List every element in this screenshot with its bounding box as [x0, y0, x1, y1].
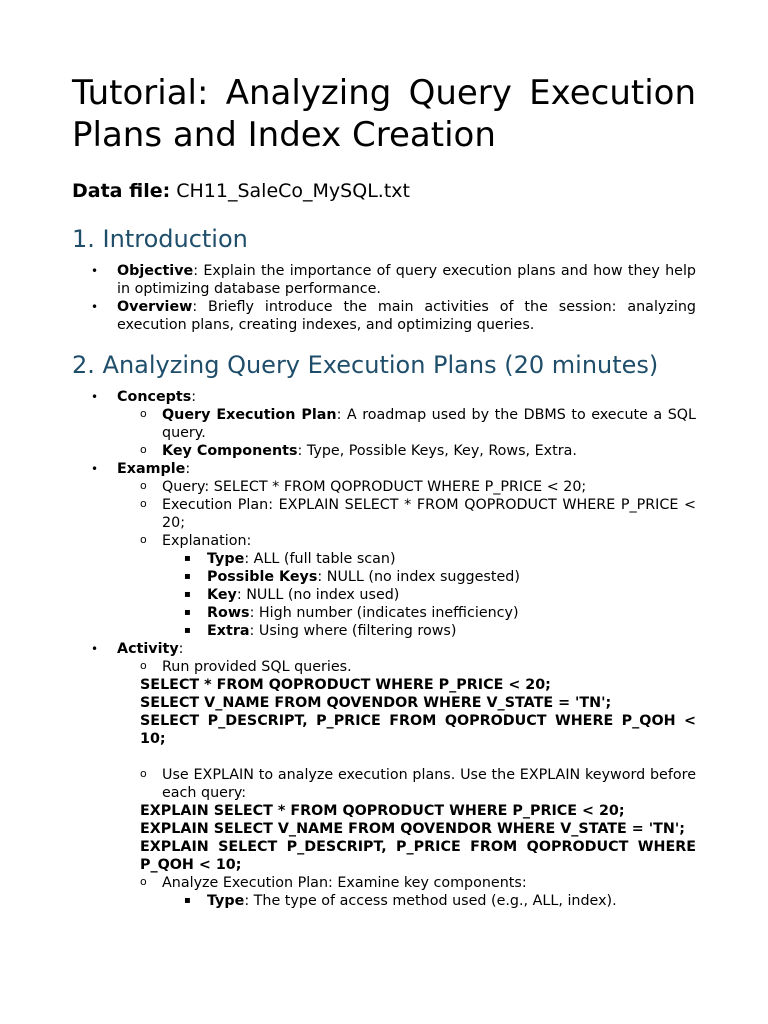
- item-label: Objective: [117, 263, 194, 279]
- list-item: [72, 298, 696, 334]
- item-label: Query Execution Plan: [162, 407, 337, 423]
- concepts-sublist: [117, 406, 696, 460]
- activity-sublist: [117, 658, 696, 676]
- item-text: : Type, Possible Keys, Key, Rows, Extra.: [297, 443, 577, 459]
- activity-label: Activity: [117, 641, 179, 657]
- analyze-step-text: Analyze Execution Plan: Examine key components:: [162, 875, 527, 891]
- example-query: o Query: SELECT * FROM QOPRODUCT WHERE P_PRICE < 20;: [117, 478, 696, 496]
- explain-query-line: EXPLAIN SELECT V_NAME FROM QOVENDOR WHERE V_STATE = 'TN';: [140, 821, 685, 837]
- list-item: [72, 262, 696, 298]
- item-label: Type: [207, 551, 245, 567]
- item-label: Extra: [207, 623, 250, 639]
- item-text: : Briefly introduce the main activities of the session: analyzing execution plans, creating indexes, and optimizing queries.: [117, 299, 696, 333]
- analyze-sublist: [162, 892, 696, 910]
- item-text: : ALL (full table scan): [244, 551, 396, 567]
- item-text: : The type of access method used (e.g., ALL, index).: [244, 893, 617, 909]
- activity-item: [72, 640, 696, 910]
- activity-step-run-queries: o Run provided SQL queries.: [117, 658, 696, 676]
- list-item: [162, 568, 696, 586]
- section-heading-introduction: 1. Introduction: [72, 225, 248, 253]
- item-text: : High number (indicates inefficiency): [249, 605, 519, 621]
- item-label: Possible Keys: [207, 569, 318, 585]
- document-body: [72, 72, 696, 910]
- sql-query-line: SELECT * FROM QOPRODUCT WHERE P_PRICE < 20;: [140, 677, 551, 693]
- section-heading-analyzing-plans: 2. Analyzing Query Execution Plans (20 minutes): [72, 351, 659, 379]
- explain-query-line: EXPLAIN SELECT P_DESCRIPT, P_PRICE FROM QOPRODUCT WHERE P_QOH < 10;: [140, 839, 696, 873]
- activity-step-analyze: [117, 874, 696, 910]
- explanation-label: Explanation:: [162, 533, 252, 549]
- list-item: [162, 586, 696, 604]
- item-label: Overview: [117, 299, 193, 315]
- list-item: [162, 550, 696, 568]
- list-item: [117, 442, 696, 460]
- list-item: [162, 604, 696, 622]
- analyzing-plans-list: [72, 388, 696, 910]
- example-sublist: [117, 478, 696, 640]
- activity-sublist: [117, 874, 696, 910]
- introduction-list: [72, 262, 696, 334]
- data-file-line: [72, 178, 696, 204]
- example-label: Example: [117, 461, 186, 477]
- list-item: [117, 406, 696, 442]
- item-label: Key Components: [162, 443, 298, 459]
- concepts-item: [72, 388, 696, 460]
- sql-query-line: SELECT P_DESCRIPT, P_PRICE FROM QOPRODUCT WHERE P_QOH < 10;: [140, 713, 696, 747]
- data-file-label: Data file:: [72, 180, 171, 202]
- example-explanation: [117, 532, 696, 640]
- explain-queries-block: [140, 802, 696, 874]
- concepts-label: Concepts: [117, 389, 192, 405]
- item-label: Rows: [207, 605, 250, 621]
- item-text: : A roadmap used by the DBMS to execute a SQL query.: [162, 407, 696, 441]
- data-file-value: CH11_SaleCo_MySQL.txt: [176, 180, 410, 202]
- item-text: : NULL (no index used): [236, 587, 400, 603]
- blank-line: [117, 748, 696, 766]
- item-label: Type: [207, 893, 245, 909]
- sql-queries-block: [140, 676, 696, 748]
- list-item: [162, 622, 696, 640]
- activity-suffix: :: [178, 641, 184, 657]
- activity-sublist: [117, 766, 696, 802]
- activity-step-explain: o Use EXPLAIN to analyze execution plans. Use the EXPLAIN keyword before each query:: [117, 766, 696, 802]
- example-item: [72, 460, 696, 640]
- item-text: : Explain the importance of query execution plans and how they help in optimizing database performance.: [117, 263, 696, 297]
- example-plan: o Execution Plan: EXPLAIN SELECT * FROM QOPRODUCT WHERE P_PRICE < 20;: [117, 496, 696, 532]
- list-item: [162, 892, 696, 910]
- explanation-sublist: [162, 550, 696, 640]
- page-title: Tutorial: Analyzing Query Execution Plans and Index Creation: [72, 73, 696, 155]
- item-label: Key: [207, 587, 237, 603]
- sql-query-line: SELECT V_NAME FROM QOVENDOR WHERE V_STATE = 'TN';: [140, 695, 612, 711]
- explain-query-line: EXPLAIN SELECT * FROM QOPRODUCT WHERE P_PRICE < 20;: [140, 803, 625, 819]
- concepts-suffix: :: [191, 389, 197, 405]
- example-suffix: :: [185, 461, 191, 477]
- item-text: : NULL (no index suggested): [317, 569, 520, 585]
- item-text: : Using where (filtering rows): [249, 623, 457, 639]
